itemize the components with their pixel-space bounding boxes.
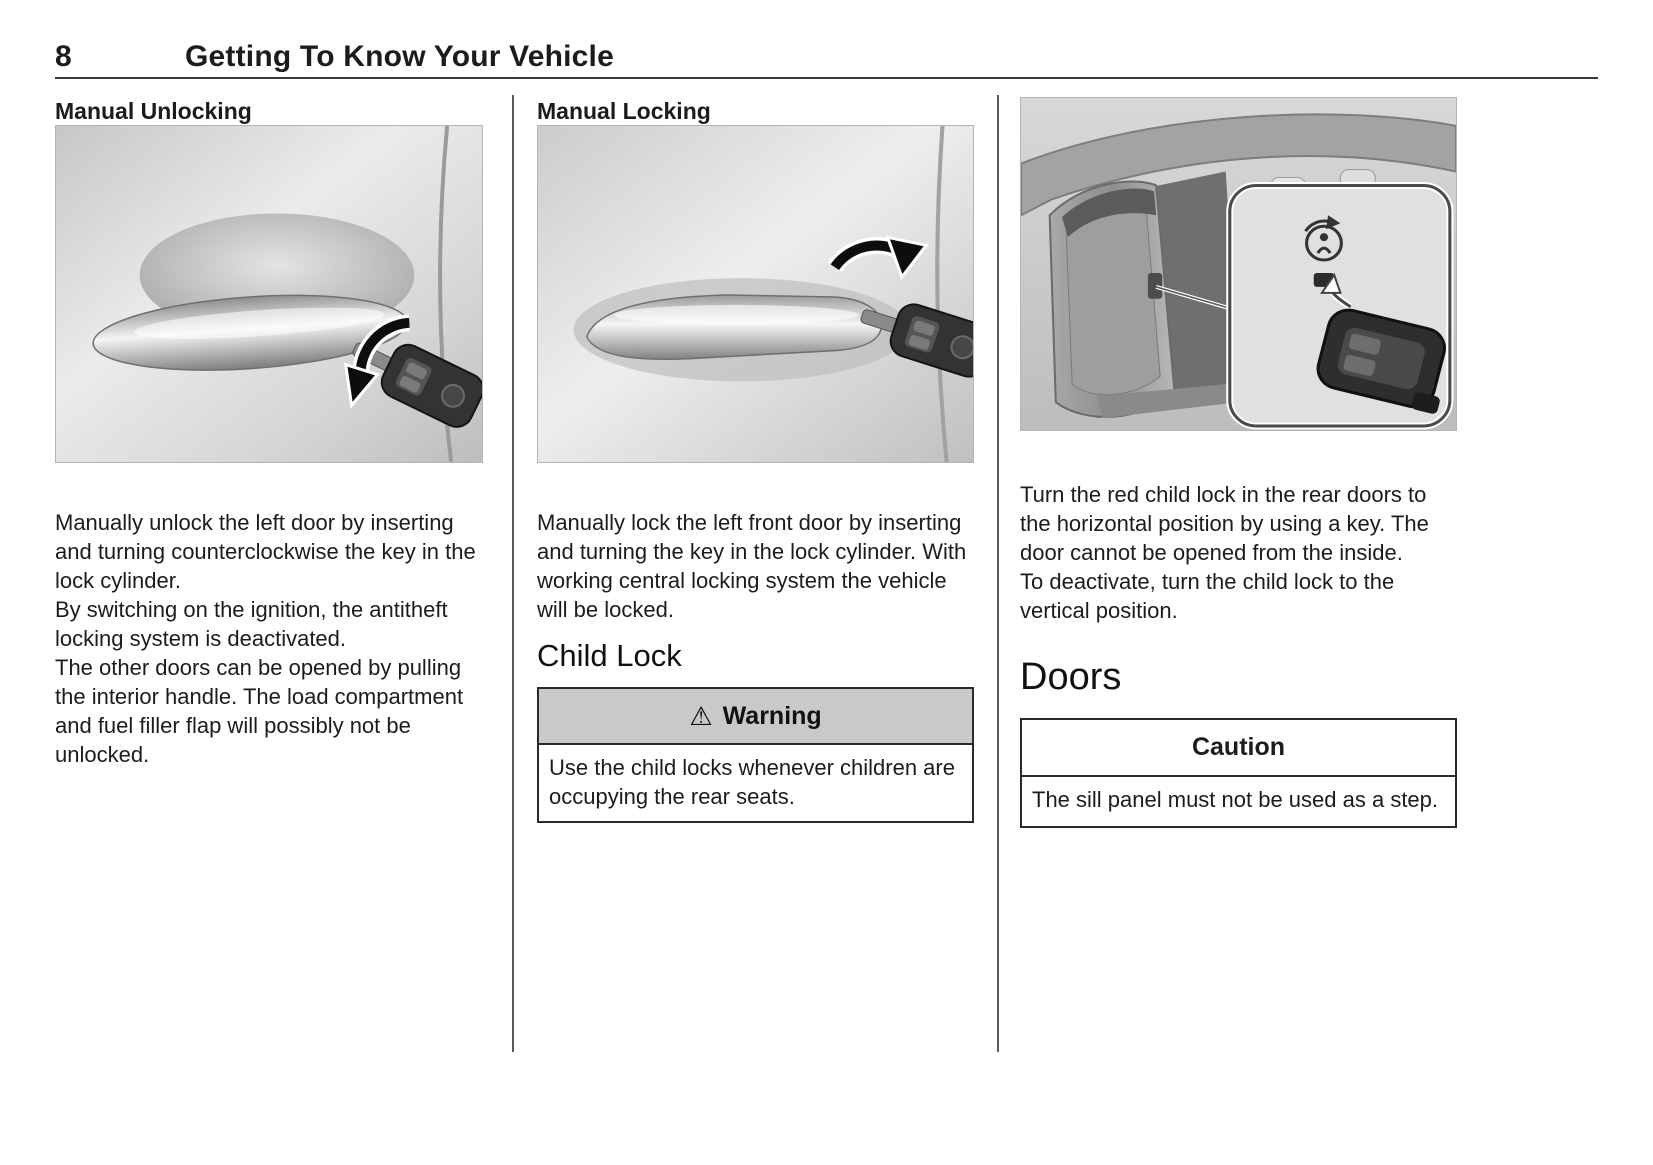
heading-manual-unlocking: Manual Unlocking xyxy=(55,98,252,124)
warning-box-body: Use the child locks whenever children are occupying the rear seats. xyxy=(539,745,972,821)
caution-box xyxy=(1020,718,1457,828)
child-lock-image xyxy=(1021,98,1456,430)
header-rule xyxy=(55,77,1598,79)
column-manual-locking xyxy=(537,97,974,823)
open-rear-door xyxy=(1050,181,1175,416)
door-handle-lock-image xyxy=(538,126,973,462)
page-number: 8 xyxy=(55,40,72,73)
manual-unlocking-text xyxy=(55,508,483,769)
manual-locking-text xyxy=(537,508,974,624)
paragraph: By switching on the ignition, the antitheft locking system is deactivated. xyxy=(55,597,448,651)
caution-box-body: The sill panel must not be used as a step. xyxy=(1032,787,1439,812)
child-lock-text xyxy=(1020,480,1457,625)
column-divider xyxy=(997,95,999,1052)
column-child-lock-doors xyxy=(1020,97,1457,828)
warning-box-title: Warning xyxy=(722,701,822,730)
warning-triangle-icon: ⚠ xyxy=(689,700,713,731)
child-lock-illustration xyxy=(1020,97,1457,431)
door-handle-unlock-image xyxy=(56,126,482,462)
warning-box xyxy=(537,687,974,823)
manual-locking-illustration xyxy=(537,125,974,463)
column-divider xyxy=(512,95,514,1052)
paragraph: To deactivate, turn the child lock to the vertical position. xyxy=(1020,569,1395,623)
child-lock-inset xyxy=(1230,185,1456,426)
paragraph: The other doors can be opened by pulling the interior handle. The load compartment and fuel filler flap will possibly not be unlocked. xyxy=(55,655,464,767)
caution-box-title: Caution xyxy=(1022,720,1455,777)
heading-child-lock: Child Lock xyxy=(537,638,682,673)
manual-unlocking-illustration xyxy=(55,125,483,463)
column-manual-unlocking xyxy=(55,97,483,769)
heading-manual-locking: Manual Locking xyxy=(537,98,711,124)
paragraph: Turn the red child lock in the rear doors to the horizontal position by using a key. The door cannot be opened from the inside. xyxy=(1020,482,1429,565)
paragraph: Manually lock the left front door by inserting and turning the key in the lock cylinder. With working central locking system the vehicle will be locked. xyxy=(537,510,967,622)
heading-doors: Doors xyxy=(1020,656,1122,698)
page-title: Getting To Know Your Vehicle xyxy=(185,40,614,73)
warning-box-header xyxy=(539,689,972,745)
paragraph: Manually unlock the left door by inserting and turning counterclockwise the key in the lock cylinder. xyxy=(55,510,476,593)
